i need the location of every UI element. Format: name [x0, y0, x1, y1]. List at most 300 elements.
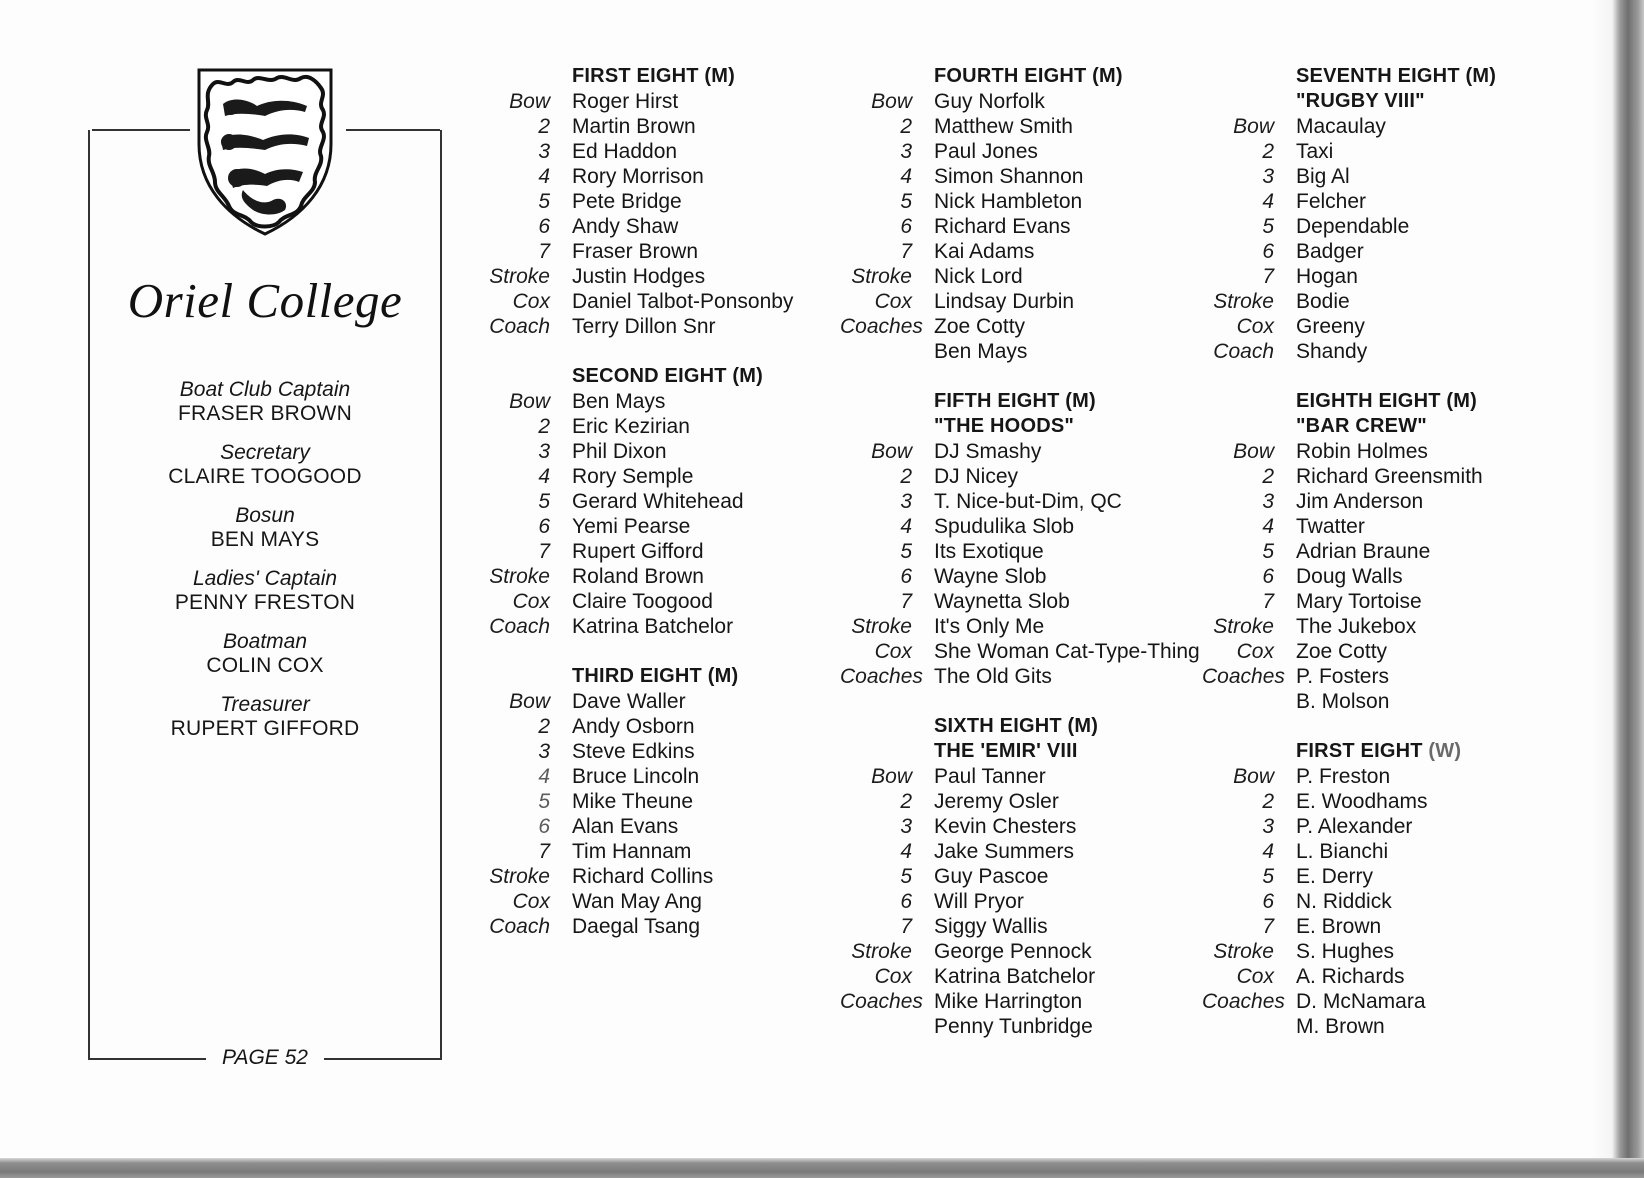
rower-name: Greeny	[1296, 315, 1365, 338]
crew-member-row	[478, 289, 793, 314]
title-spacer	[478, 664, 572, 689]
crew-gender-tag: (W)	[1428, 740, 1462, 762]
rower-name: Mike Harrington	[934, 990, 1083, 1013]
crew-member-row	[478, 914, 793, 939]
seat-label: Coaches	[840, 665, 923, 688]
rower-name: Kevin Chesters	[934, 815, 1077, 838]
crew-member-row	[840, 439, 1200, 464]
rower-name: S. Hughes	[1296, 940, 1395, 963]
crew-member-row	[1202, 539, 1496, 564]
crew-member-row	[840, 264, 1200, 289]
seat-label: 6	[1262, 890, 1274, 913]
seat-label: 3	[538, 440, 550, 463]
rower-name: Wan May Ang	[572, 890, 702, 913]
rower-name: Yemi Pearse	[572, 515, 691, 538]
seat-label: Bow	[871, 90, 912, 113]
rower-name: Richard Greensmith	[1296, 465, 1483, 488]
crew-member-row	[1202, 1014, 1496, 1039]
rower-name: N. Riddick	[1296, 890, 1392, 913]
rower-name: Zoe Cotty	[1296, 640, 1388, 663]
crew-member-row	[478, 864, 793, 889]
crew-title-text: SECOND EIGHT (M)	[572, 365, 763, 387]
seat-label: Coach	[489, 315, 550, 338]
crew-member-row	[1202, 289, 1496, 314]
seat-label: Stroke	[851, 940, 912, 963]
rower-name: Steve Edkins	[572, 740, 695, 763]
crew-member-row	[1202, 939, 1496, 964]
officer-role: Boat Club Captain	[179, 378, 351, 401]
rower-name: P. Fosters	[1296, 665, 1389, 688]
frame-top-line-left	[92, 129, 190, 131]
rower-name: Eric Kezirian	[572, 415, 690, 438]
officer-role: Boatman	[222, 630, 308, 653]
rower-name: Wayne Slob	[934, 565, 1047, 588]
crew-member-row	[478, 739, 793, 764]
crew-member-row	[1202, 464, 1496, 489]
crew-member-row	[478, 314, 793, 339]
rower-name: Jake Summers	[934, 840, 1075, 863]
rower-name: DJ Nicey	[934, 465, 1019, 488]
crew-title-row	[840, 389, 1200, 414]
crew-column-3	[1202, 64, 1496, 1064]
crew-block	[478, 664, 793, 939]
seat-label: 6	[1262, 240, 1274, 263]
rower-name: E. Derry	[1296, 865, 1374, 888]
crew-member-row	[478, 689, 793, 714]
seat-label: 3	[1262, 815, 1274, 838]
title-spacer	[840, 64, 934, 89]
crew-nickname: "BAR CREW"	[1296, 415, 1427, 437]
crew-member-row	[1202, 989, 1496, 1014]
crew-member-row	[1202, 889, 1496, 914]
rower-name: E. Brown	[1296, 915, 1382, 938]
seat-label	[840, 1014, 934, 1039]
rower-name: Kai Adams	[934, 240, 1035, 263]
rower-name: Robin Holmes	[1296, 440, 1428, 463]
title-spacer	[478, 64, 572, 89]
rower-name: Andy Shaw	[572, 215, 679, 238]
seat-label: 7	[538, 240, 550, 263]
crew-member-row	[1202, 914, 1496, 939]
seat-label: 3	[1262, 490, 1274, 513]
crew-member-row	[1202, 589, 1496, 614]
crew-member-row	[840, 314, 1200, 339]
crew-title	[572, 64, 735, 89]
crew-member-row	[478, 139, 793, 164]
seat-label: Cox	[874, 290, 912, 313]
officer-name: RUPERT GIFFORD	[170, 717, 360, 740]
crew-block	[840, 714, 1200, 1039]
seat-label: 6	[900, 215, 912, 238]
seat-label: 3	[900, 140, 912, 163]
rower-name: Mike Theune	[572, 790, 694, 813]
crew-member-row	[478, 264, 793, 289]
crew-subtitle-row	[840, 414, 1200, 439]
seat-label: 3	[900, 490, 912, 513]
crew-member-row	[1202, 164, 1496, 189]
rower-name: Matthew Smith	[934, 115, 1073, 138]
rower-name: Andy Osborn	[572, 715, 695, 738]
crew-title-text: EIGHTH EIGHT (M)	[1296, 390, 1477, 412]
seat-label: 4	[538, 165, 550, 188]
seat-label: Cox	[1236, 315, 1274, 338]
seat-label: 4	[1262, 515, 1274, 538]
crew-member-row	[840, 89, 1200, 114]
crew-member-row	[478, 489, 793, 514]
rower-name: Ed Haddon	[572, 140, 678, 163]
rower-name: Doug Walls	[1296, 565, 1403, 588]
crew-member-row	[478, 214, 793, 239]
seat-label: Stroke	[489, 565, 550, 588]
seat-label: 4	[1262, 840, 1274, 863]
rower-name: E. Woodhams	[1296, 790, 1428, 813]
seat-label: 2	[538, 415, 550, 438]
seat-label: Bow	[509, 90, 550, 113]
page-number: PAGE 52	[206, 1046, 324, 1070]
title-spacer	[840, 389, 934, 414]
seat-label: Cox	[874, 640, 912, 663]
rower-name: Tim Hannam	[572, 840, 692, 863]
rower-name: The Jukebox	[1296, 615, 1417, 638]
seat-label: Bow	[1233, 115, 1274, 138]
rower-name: Katrina Batchelor	[572, 615, 734, 638]
rower-name: Badger	[1296, 240, 1364, 263]
seat-label: 7	[1262, 590, 1274, 613]
officer-name: COLIN COX	[206, 654, 324, 677]
rower-name: Daegal Tsang	[572, 915, 701, 938]
crew-member-row	[478, 539, 793, 564]
crew-member-row	[1202, 314, 1496, 339]
officer-boat-club-captain	[92, 378, 438, 441]
seat-label: 4	[1262, 190, 1274, 213]
rower-name: Rupert Gifford	[572, 540, 704, 563]
crew-member-row	[478, 189, 793, 214]
crew-title-text: FIRST EIGHT (M)	[572, 65, 735, 87]
crew-member-row	[840, 864, 1200, 889]
rower-name: A. Richards	[1296, 965, 1405, 988]
officer-role: Bosun	[235, 504, 295, 527]
rower-name: Penny Tunbridge	[934, 1015, 1093, 1038]
rower-name: She Woman Cat-Type-Thing	[934, 640, 1200, 663]
seat-label: 5	[900, 540, 912, 563]
rower-name: Paul Tanner	[934, 765, 1046, 788]
seat-label: Bow	[871, 765, 912, 788]
crew-member-row	[1202, 189, 1496, 214]
seat-label: 5	[900, 190, 912, 213]
rower-name: Siggy Wallis	[934, 915, 1048, 938]
crew-member-row	[478, 614, 793, 639]
crew-block	[1202, 64, 1496, 364]
crew-member-row	[840, 164, 1200, 189]
rower-name: Mary Tortoise	[1296, 590, 1422, 613]
crew-member-row	[840, 914, 1200, 939]
seat-label: 2	[1262, 790, 1274, 813]
crew-title-text: FOURTH EIGHT (M)	[934, 65, 1123, 87]
crew-block	[478, 364, 793, 639]
crew-member-row	[840, 214, 1200, 239]
crew-member-row	[478, 714, 793, 739]
crew-title-row	[1202, 739, 1496, 764]
seat-label: 7	[1262, 915, 1274, 938]
rower-name: Guy Norfolk	[934, 90, 1045, 113]
oriel-college-shield-crest-icon	[193, 66, 337, 238]
rower-name: Nick Hambleton	[934, 190, 1083, 213]
crew-member-row	[1202, 264, 1496, 289]
seat-label: 2	[900, 790, 912, 813]
crew-member-row	[840, 664, 1200, 689]
crew-member-row	[1202, 439, 1496, 464]
seat-label: Stroke	[1213, 615, 1274, 638]
rower-name: L. Bianchi	[1296, 840, 1389, 863]
rower-name: Lindsay Durbin	[934, 290, 1075, 313]
crew-member-row	[840, 289, 1200, 314]
seat-label: Cox	[1236, 640, 1274, 663]
title-spacer	[840, 739, 934, 764]
crew-title-row	[840, 714, 1200, 739]
seat-label: 5	[1262, 865, 1274, 888]
rower-name: The Old Gits	[934, 665, 1052, 688]
crew-member-row	[478, 239, 793, 264]
rower-name: Waynetta Slob	[934, 590, 1070, 613]
officers-list	[92, 378, 438, 756]
rower-name: Fraser Brown	[572, 240, 699, 263]
rower-name: M. Brown	[1296, 1015, 1385, 1038]
seat-label: Bow	[871, 440, 912, 463]
rower-name: Richard Collins	[572, 865, 714, 888]
rower-name: Bodie	[1296, 290, 1350, 313]
crew-member-row	[478, 514, 793, 539]
seat-label: 2	[538, 115, 550, 138]
seat-label: 6	[538, 215, 550, 238]
crew-member-row	[840, 964, 1200, 989]
rower-name: Jim Anderson	[1296, 490, 1424, 513]
crew-title	[572, 364, 763, 389]
crew-member-row	[1202, 964, 1496, 989]
crew-member-row	[1202, 839, 1496, 864]
rower-name: P. Alexander	[1296, 815, 1413, 838]
seat-label: 2	[900, 465, 912, 488]
seat-label	[840, 339, 934, 364]
seat-label: Stroke	[489, 265, 550, 288]
crew-title-row	[478, 64, 793, 89]
rower-name: Nick Lord	[934, 265, 1023, 288]
crew-title-text: FIFTH EIGHT (M)	[934, 390, 1096, 412]
rower-name: Guy Pascoe	[934, 865, 1049, 888]
seat-label: Coaches	[840, 990, 923, 1013]
crew-member-row	[1202, 339, 1496, 364]
crew-block	[1202, 389, 1496, 714]
seat-label: Bow	[1233, 440, 1274, 463]
crew-member-row	[1202, 564, 1496, 589]
rower-name: Paul Jones	[934, 140, 1038, 163]
seat-label: 7	[900, 240, 912, 263]
seat-label: 5	[900, 865, 912, 888]
rower-name: DJ Smashy	[934, 440, 1042, 463]
seat-label: 7	[538, 840, 550, 863]
crew-member-row	[1202, 864, 1496, 889]
crew-member-row	[1202, 239, 1496, 264]
crew-member-row	[1202, 114, 1496, 139]
page-edge-shadow-right	[1592, 0, 1644, 1178]
crew-column-2	[840, 64, 1200, 1064]
seat-label: Cox	[512, 590, 550, 613]
seat-label: Bow	[509, 390, 550, 413]
officer-bosun	[92, 504, 438, 567]
seat-label: 7	[1262, 265, 1274, 288]
rower-name: Jeremy Osler	[934, 790, 1059, 813]
officer-role: Treasurer	[220, 693, 310, 716]
seat-label: 2	[900, 115, 912, 138]
seat-label: 2	[1262, 140, 1274, 163]
crew-title	[1296, 64, 1496, 89]
crew-nickname: "THE HOODS"	[934, 415, 1075, 437]
seat-label: Coach	[489, 615, 550, 638]
crew-column-1	[478, 64, 793, 964]
rower-name: Rory Morrison	[572, 165, 704, 188]
rower-name: Phil Dixon	[572, 440, 667, 463]
rower-name: Pete Bridge	[572, 190, 682, 213]
crew-block	[840, 64, 1200, 364]
crew-title-row	[840, 64, 1200, 89]
seat-label: 7	[900, 915, 912, 938]
crew-member-row	[840, 614, 1200, 639]
seat-label: 3	[538, 140, 550, 163]
seat-label: 4	[538, 465, 550, 488]
title-spacer	[478, 364, 572, 389]
crew-member-row	[478, 414, 793, 439]
rower-name: Bruce Lincoln	[572, 765, 700, 788]
rower-name: Felcher	[1296, 190, 1367, 213]
seat-label: Stroke	[1213, 940, 1274, 963]
crew-title-row	[1202, 64, 1496, 89]
crew-member-row	[840, 139, 1200, 164]
seat-label: 6	[538, 815, 550, 838]
rower-name: Twatter	[1296, 515, 1365, 538]
rower-name: Zoe Cotty	[934, 315, 1026, 338]
seat-label: 4	[538, 765, 550, 788]
title-spacer	[840, 714, 934, 739]
crew-title	[934, 389, 1096, 414]
rower-name: Adrian Braune	[1296, 540, 1431, 563]
crew-member-row	[478, 839, 793, 864]
seat-label: Cox	[512, 890, 550, 913]
crew-member-row	[840, 989, 1200, 1014]
crew-title	[934, 714, 1098, 739]
crew-member-row	[478, 164, 793, 189]
seat-label: Stroke	[851, 615, 912, 638]
crew-member-row	[840, 489, 1200, 514]
title-spacer	[840, 414, 934, 439]
rower-name: T. Nice-but-Dim, QC	[934, 490, 1122, 513]
rower-name: George Pennock	[934, 940, 1092, 963]
officer-name: FRASER BROWN	[178, 402, 352, 425]
seat-label: 6	[900, 565, 912, 588]
crew-member-row	[478, 764, 793, 789]
crew-member-row	[1202, 514, 1496, 539]
crew-block	[478, 64, 793, 339]
crew-member-row	[840, 514, 1200, 539]
rower-name: Its Exotique	[934, 540, 1044, 563]
seat-label: 4	[900, 165, 912, 188]
crew-title-row	[478, 664, 793, 689]
officer-role: Secretary	[220, 441, 310, 464]
seat-label: 2	[538, 715, 550, 738]
crew-member-row	[840, 814, 1200, 839]
rower-name: Terry Dillon Snr	[572, 315, 716, 338]
officer-name: CLAIRE TOOGOOD	[168, 465, 362, 488]
crew-member-row	[840, 839, 1200, 864]
crew-member-row	[478, 564, 793, 589]
seat-label	[1202, 689, 1296, 714]
crew-title-text: THIRD EIGHT (M)	[572, 665, 739, 687]
crew-nickname: "RUGBY VIII"	[1296, 90, 1425, 112]
title-spacer	[1202, 89, 1296, 114]
rower-name: D. McNamara	[1296, 990, 1426, 1013]
rower-name: Spudulika Slob	[934, 515, 1075, 538]
rower-name: Roland Brown	[572, 565, 704, 588]
rower-name: Rory Semple	[572, 465, 694, 488]
crew-block	[1202, 739, 1496, 1039]
seat-label: 6	[538, 515, 550, 538]
crew-member-row	[840, 239, 1200, 264]
crew-member-row	[1202, 214, 1496, 239]
crew-member-row	[478, 889, 793, 914]
seat-label: 5	[538, 490, 550, 513]
seat-label: Bow	[1233, 765, 1274, 788]
crew-member-row	[840, 339, 1200, 364]
rower-name: Richard Evans	[934, 215, 1071, 238]
seat-label: Coach	[1213, 340, 1274, 363]
rower-name: Daniel Talbot-Ponsonby	[572, 290, 794, 313]
crew-member-row	[1202, 139, 1496, 164]
officer-boatman	[92, 630, 438, 693]
frame-top-line-right	[346, 129, 440, 131]
crew-title-text: SEVENTH EIGHT (M)	[1296, 65, 1497, 87]
crew-member-row	[478, 389, 793, 414]
rower-name: Will Pryor	[934, 890, 1024, 913]
crew-member-row	[478, 789, 793, 814]
rower-name: Martin Brown	[572, 115, 696, 138]
rower-name: It's Only Me	[934, 615, 1045, 638]
seat-label: Stroke	[1213, 290, 1274, 313]
seat-label: 3	[900, 815, 912, 838]
college-title: Oriel College	[127, 273, 403, 328]
crew-member-row	[478, 89, 793, 114]
crew-member-row	[840, 789, 1200, 814]
crew-title-text: SIXTH EIGHT (M)	[934, 715, 1099, 737]
crew-member-row	[1202, 789, 1496, 814]
rower-name: Macaulay	[1296, 115, 1386, 138]
crew-title-row	[1202, 389, 1496, 414]
seat-label: Cox	[1236, 965, 1274, 988]
seat-label: 7	[900, 590, 912, 613]
title-spacer	[1202, 739, 1296, 764]
crew-member-row	[1202, 814, 1496, 839]
officer-ladies-captain	[92, 567, 438, 630]
crew-title	[1296, 739, 1461, 764]
seat-label: 5	[1262, 540, 1274, 563]
crew-member-row	[840, 764, 1200, 789]
crew-member-row	[1202, 489, 1496, 514]
page-number-footer	[88, 1046, 442, 1070]
officer-name: PENNY FRESTON	[174, 591, 356, 614]
rower-name: Gerard Whitehead	[572, 490, 744, 513]
rower-name: Big Al	[1296, 165, 1350, 188]
seat-label: 7	[538, 540, 550, 563]
seat-label: Coaches	[840, 315, 923, 338]
crew-member-row	[840, 939, 1200, 964]
crew-member-row	[478, 814, 793, 839]
